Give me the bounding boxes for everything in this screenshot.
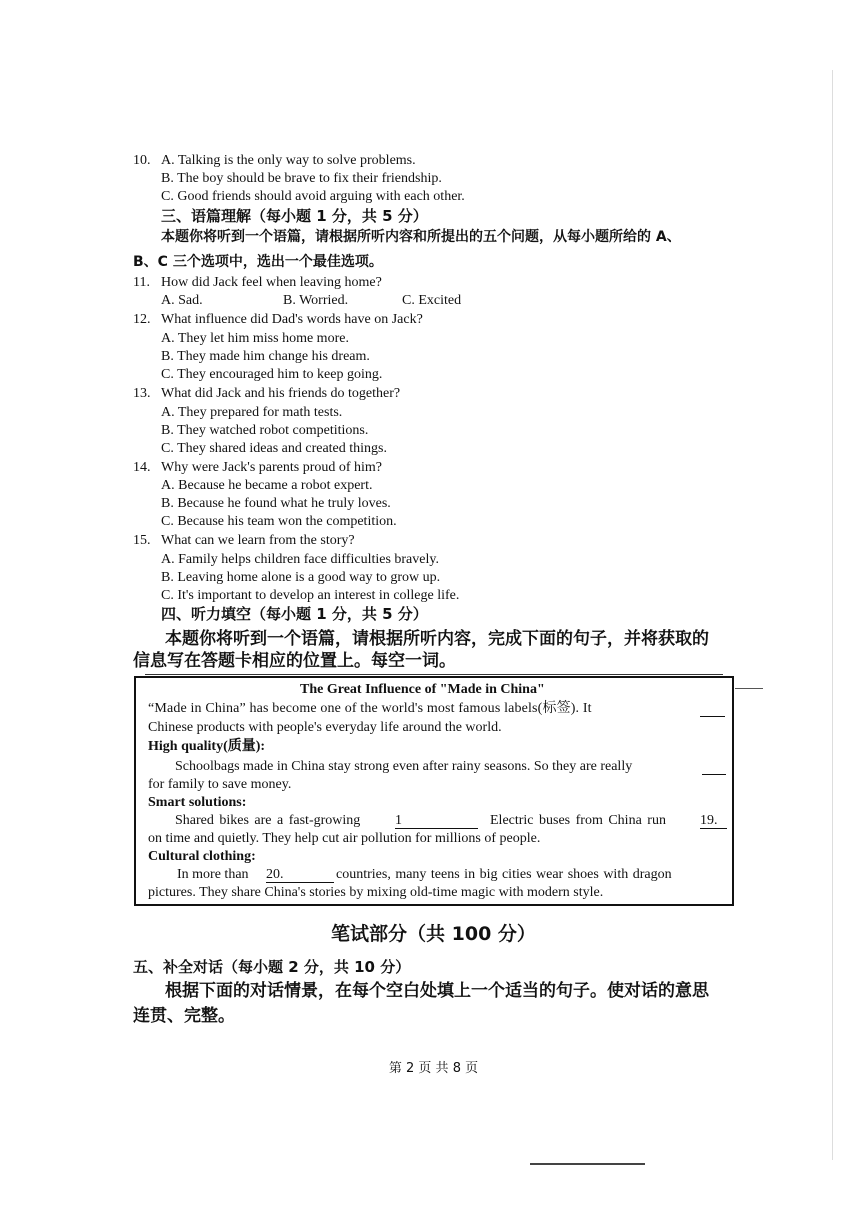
passage-p4-line1a: In more than bbox=[177, 867, 249, 882]
heading-smart-solutions: Smart solutions: bbox=[148, 795, 247, 810]
blank-20 bbox=[266, 868, 334, 883]
blank-19 bbox=[700, 814, 727, 829]
q14-text: Why were Jack's parents proud of him? bbox=[161, 460, 383, 475]
q11-number: 11. bbox=[133, 275, 150, 290]
q15-text: What can we learn from the story? bbox=[161, 533, 355, 548]
q15-option-b: B. Leaving home alone is a good way to grow up. bbox=[161, 570, 441, 585]
passage-p3-line2: on time and quietly. They help cut air pollution for millions of people. bbox=[148, 831, 541, 846]
blank-19-number: 19. bbox=[700, 813, 718, 828]
passage-p2-line1: Schoolbags made in China stay strong even after rainy seasons. So they are really bbox=[175, 759, 633, 774]
q13-option-b: B. They watched robot competitions. bbox=[161, 423, 369, 438]
section5-heading: 五、补全对话（每小题 2 分，共 10 分） bbox=[133, 958, 411, 976]
section4-instruction-1: 本题你将听到一个语篇，请根据所听内容，完成下面的句子，并将获取的 bbox=[165, 629, 709, 649]
passage-p3-line1c: Electric buses from China run bbox=[490, 813, 666, 828]
page-number: 第 2 页 共 8 页 bbox=[388, 1061, 479, 1076]
passage-p3-line1a: Shared bikes are a fast-growing bbox=[175, 813, 361, 828]
q13-number: 13. bbox=[133, 386, 151, 401]
q15-option-c: C. It's important to develop an interest in college life. bbox=[161, 588, 460, 603]
blank-17 bbox=[702, 760, 726, 775]
q10-option-a: A. Talking is the only way to solve problems. bbox=[161, 153, 416, 168]
section3-heading: 三、语篇理解（每小题 1 分，共 5 分） bbox=[161, 207, 428, 225]
q10-option-c: C. Good friends should avoid arguing with each other. bbox=[161, 189, 465, 204]
q14-option-a: A. Because he became a robot expert. bbox=[161, 478, 373, 493]
q14-option-c: C. Because his team won the competition. bbox=[161, 514, 397, 529]
q14-option-b: B. Because he found what he truly loves. bbox=[161, 496, 391, 511]
blank-18 bbox=[395, 814, 478, 829]
q14-number: 14. bbox=[133, 460, 151, 475]
heading-cultural-clothing: Cultural clothing: bbox=[148, 849, 256, 864]
q13-text: What did Jack and his friends do together? bbox=[161, 386, 401, 401]
box-top-rule bbox=[145, 674, 723, 675]
section4-instruction-2: 信息写在答题卡相应的位置上。每空一词。 bbox=[133, 651, 456, 671]
blank-18-number: 1 bbox=[395, 813, 402, 828]
section5-instruction-2: 连贯、完整。 bbox=[133, 1006, 235, 1026]
section3-instruction-2: B、C 三个选项中，选出一个最佳选项。 bbox=[133, 254, 383, 270]
margin-mark bbox=[735, 688, 763, 689]
q11-option-a: A. Sad. bbox=[161, 293, 203, 308]
heading-high-quality: High quality(质量): bbox=[148, 739, 266, 754]
passage-p1-line2: Chinese products with people's everyday life around the world. bbox=[148, 720, 502, 735]
blank-20-number: 20. bbox=[266, 867, 284, 882]
q12-option-a: A. They let him miss home more. bbox=[161, 331, 349, 346]
q11-text: How did Jack feel when leaving home? bbox=[161, 275, 382, 290]
section4-heading: 四、听力填空（每小题 1 分，共 5 分） bbox=[161, 605, 428, 623]
blank-16 bbox=[700, 702, 725, 717]
passage-p1-line1: “Made in China” has become one of the world's most famous labels(标签). It bbox=[148, 701, 592, 716]
q12-text: What influence did Dad's words have on Jack? bbox=[161, 312, 423, 327]
q12-option-c: C. They encouraged him to keep going. bbox=[161, 367, 383, 382]
q11-option-b: B. Worried. bbox=[283, 293, 349, 308]
q12-number: 12. bbox=[133, 312, 151, 327]
q10-number: 10. bbox=[133, 153, 151, 168]
section5-instruction-1: 根据下面的对话情景，在每个空白处填上一个适当的句子。使对话的意思 bbox=[165, 981, 709, 1001]
passage-title: The Great Influence of "Made in China" bbox=[300, 682, 545, 697]
q15-number: 15. bbox=[133, 533, 151, 548]
q10-option-b: B. The boy should be brave to fix their friendship. bbox=[161, 171, 442, 186]
q11-option-c: C. Excited bbox=[402, 293, 462, 308]
q13-option-c: C. They shared ideas and created things. bbox=[161, 441, 388, 456]
passage-p2-line2: for family to save money. bbox=[148, 777, 292, 792]
scan-artifact-line bbox=[530, 1163, 645, 1165]
scan-edge-line bbox=[832, 70, 833, 1160]
q13-option-a: A. They prepared for math tests. bbox=[161, 405, 343, 420]
passage-p4-line2: pictures. They share China's stories by mixing old-time magic with modern style. bbox=[148, 885, 604, 900]
written-part-title: 笔试部分（共 100 分） bbox=[331, 923, 536, 945]
q15-option-a: A. Family helps children face difficulties bravely. bbox=[161, 552, 439, 567]
section3-instruction-1: 本题你将听到一个语篇，请根据所听内容和所提出的五个问题，从每小题所给的 A、 bbox=[161, 229, 681, 245]
q12-option-b: B. They made him change his dream. bbox=[161, 349, 370, 364]
passage-p4-line1c: countries, many teens in big cities wear shoes with dragon bbox=[336, 867, 672, 882]
